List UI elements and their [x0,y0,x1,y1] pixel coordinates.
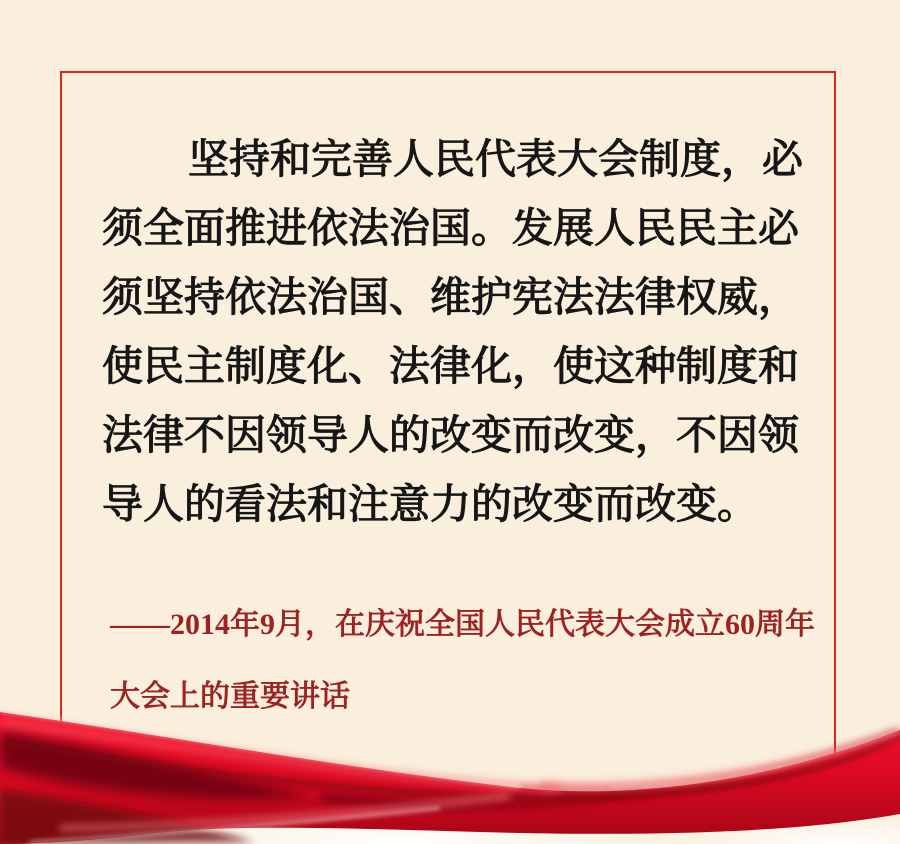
quote-line: 须全面推进依法治国。发展人民民主必 [102,205,799,251]
quote-line: 坚持和完善人民代表大会制度，必 [188,136,803,182]
quote-line: 导人的看法和注意力的改变而改变。 [102,481,758,527]
red-silk-ribbon-graphic [0,674,900,844]
quote-line: 使民主制度化、法律化，使这种制度和 [102,343,799,389]
attribution-line-2: 大会上的重要讲话 [110,680,350,713]
quote-text-block [102,125,804,539]
quote-line: 法律不因领导人的改变而改变，不因领 [102,412,799,458]
quote-line: 须坚持依法治国、维护宪法法律权威， [102,274,799,320]
attribution-line-1: ——2014年9月，在庆祝全国人民代表大会成立60周年 [110,608,815,641]
